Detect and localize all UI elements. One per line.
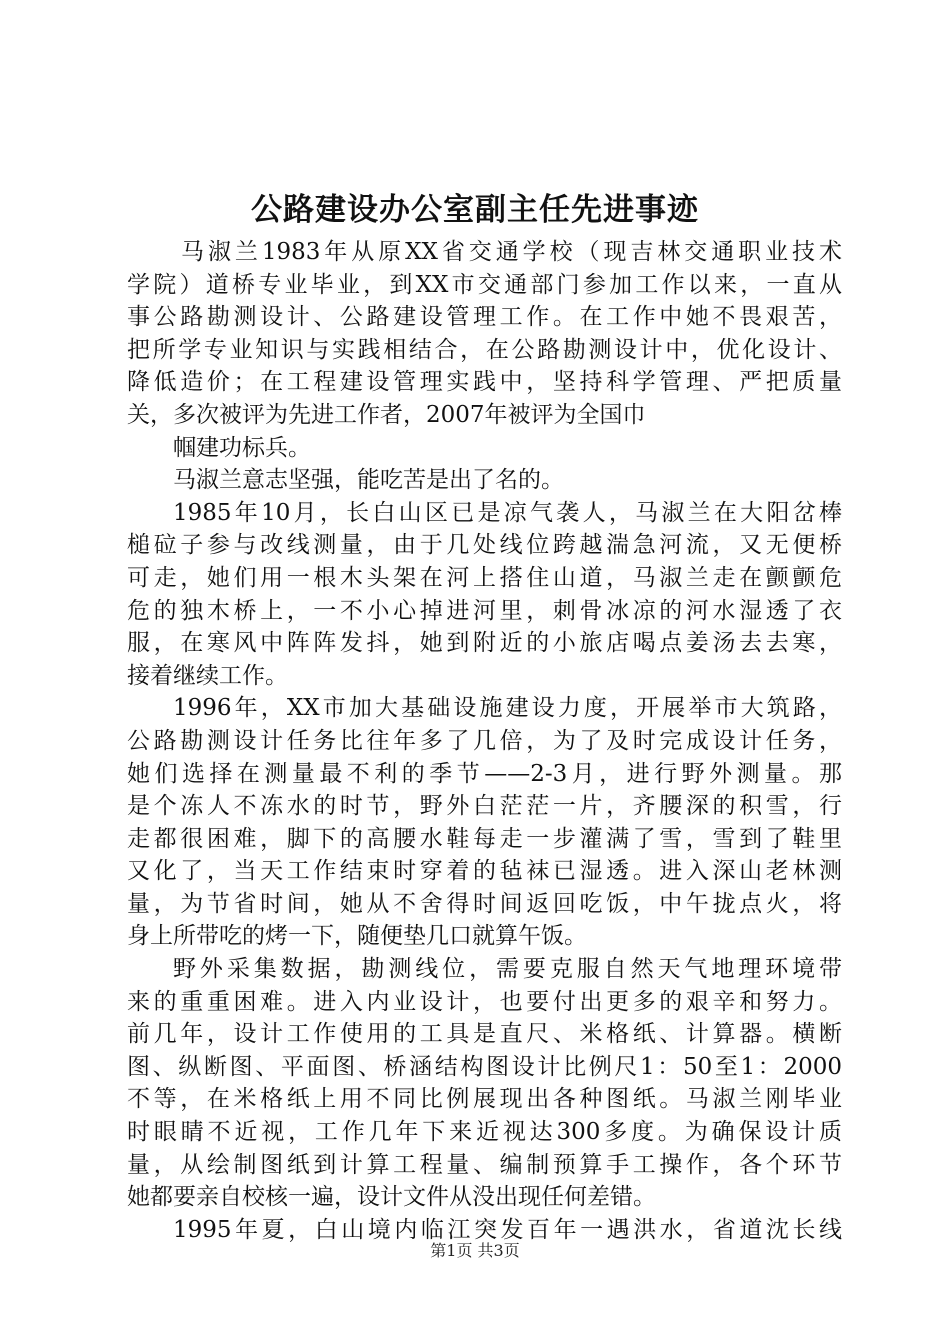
text-line: 降低造价；在工程建设管理实践中，坚持科学管理、严把质量 (127, 369, 842, 396)
text-line: 她们选择在测量最不利的季节——2-3月，进行野外测量。那 (127, 760, 842, 787)
text-line: 不等，在米格纸上用不同比例展现出各种图纸。马淑兰刚毕业 (127, 1086, 842, 1113)
text-line: 前几年，设计工作使用的工具是直尺、米格纸、计算器。横断 (127, 1021, 842, 1048)
text-line: 槌砬子参与改线测量，由于几处线位跨越湍急河流，又无便桥 (127, 532, 842, 559)
text-line: 时眼睛不近视，工作几年下来近视达300多度。为确保设计质 (127, 1119, 842, 1146)
text-line: 图、纵断图、平面图、桥涵结构图设计比例尺1：50至1：2000 (127, 1053, 842, 1080)
text-line: 身上所带吃的烤一下，随便垫几口就算午饭。 (127, 923, 587, 950)
text-line: 马淑兰1983年从原XX省交通学校（现吉林交通职业技术 (181, 239, 842, 265)
text-line: 野外采集数据，勘测线位，需要克服自然天气地理环境带 (173, 956, 842, 983)
text-line: 1985年10月，长白山区已是凉气袭人，马淑兰在大阳岔棒 (173, 499, 842, 526)
text-line: 量，为节省时间，她从不舍得时间返回吃饭，中午拢点火，将 (127, 890, 842, 917)
text-line: 公路勘测设计任务比往年多了几倍，为了及时完成设计任务， (127, 727, 842, 754)
text-line: 关，多次被评为先进工作者，2007年被评为全国巾 (127, 401, 646, 428)
text-line: 1996年，XX市加大基础设施建设力度，开展举市大筑路， (173, 695, 842, 722)
text-line: 马淑兰意志坚强，能吃苦是出了名的。 (173, 467, 564, 494)
text-line: 服，在寒风中阵阵发抖，她到附近的小旅店喝点姜汤去去寒， (127, 630, 842, 657)
text-line: 把所学专业知识与实践相结合，在公路勘测设计中，优化设计、 (127, 336, 842, 363)
text-line: 事公路勘测设计、公路建设管理工作。在工作中她不畏艰苦， (127, 304, 842, 331)
text-line: 是个冻人不冻水的时节，野外白茫茫一片，齐腰深的积雪，行 (127, 793, 842, 820)
text-line: 她都要亲自校核一遍，设计文件从没出现任何差错。 (127, 1184, 656, 1211)
text-line: 帼建功标兵。 (173, 434, 311, 461)
text-line: 接着继续工作。 (127, 662, 288, 689)
text-line: 又化了，当天工作结束时穿着的毡袜已湿透。进入深山老林测 (127, 858, 842, 885)
text-line: 可走，她们用一根木头架在河上搭住山道，马淑兰走在颤颤危 (127, 564, 842, 591)
document-title: 公路建设办公室副主任先进事迹 (251, 192, 699, 228)
text-line: 来的重重困难。进入内业设计，也要付出更多的艰辛和努力。 (127, 988, 842, 1015)
text-line: 量，从绘制图纸到计算工程量、编制预算手工操作，各个环节 (127, 1151, 842, 1178)
page-number-footer: 第1页 共3页 (430, 1241, 520, 1260)
text-line: 1995年夏，白山境内临江突发百年一遇洪水，省道沈长线 (173, 1216, 842, 1243)
text-line: 学院）道桥专业毕业，到XX市交通部门参加工作以来，一直从 (127, 271, 842, 298)
text-line: 危的独木桥上，一不小心掉进河里，刺骨冰凉的河水湿透了衣 (127, 597, 842, 624)
document-body (127, 236, 842, 1246)
text-line: 走都很困难，脚下的高腰水鞋每走一步灌满了雪，雪到了鞋里 (127, 825, 842, 852)
